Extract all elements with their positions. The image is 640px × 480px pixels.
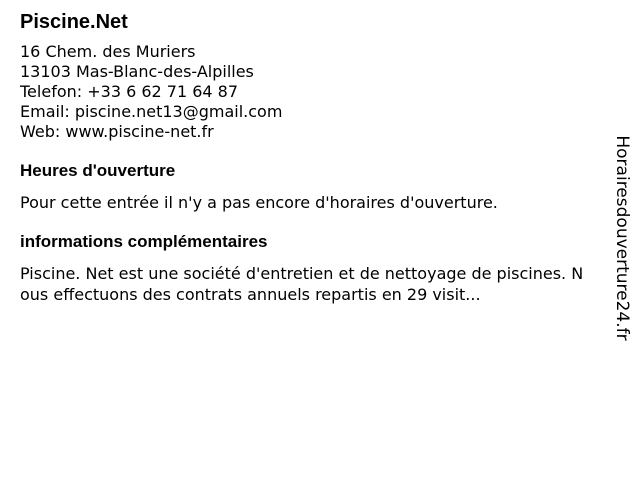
listing-content — [20, 10, 590, 305]
street-address: 16 Chem. des Muriers — [20, 42, 196, 61]
opening-hours-heading: Heures d'ouverture — [20, 161, 176, 180]
website-line: Web: www.piscine-net.fr — [20, 122, 214, 141]
opening-hours-text: Pour cette entrée il n'y a pas encore d'horaires d'ouverture. — [20, 193, 498, 212]
phone-line: Telefon: +33 6 62 71 64 87 — [20, 82, 239, 101]
email-line: Email: piscine.net13@gmail.com — [20, 102, 283, 121]
site-watermark: Horairesdouverture24.fr — [612, 135, 632, 341]
additional-info-heading: informations complémentaires — [20, 232, 268, 251]
additional-info-text: Piscine. Net est une société d'entretien et de nettoyage de piscines. Nous effectuons des contrats annuels repartis en 29 visit... — [20, 264, 584, 304]
postal-city: 13103 Mas-Blanc-des-Alpilles — [20, 62, 254, 81]
contact-block — [20, 42, 590, 142]
business-name: Piscine.Net — [20, 11, 128, 33]
